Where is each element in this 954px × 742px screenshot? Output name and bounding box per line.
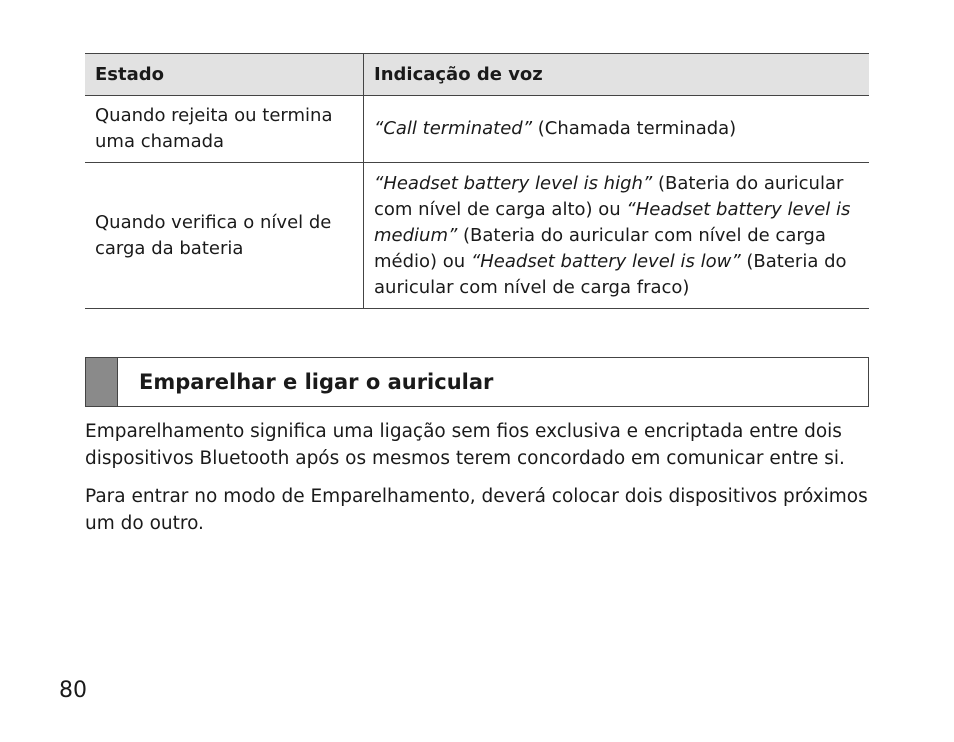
voice-translation: (Bateria do auricular com nível de carga fraco) xyxy=(374,250,847,298)
table-header-row xyxy=(85,54,869,96)
voice-cell xyxy=(364,96,870,163)
voice-phrase: “Headset battery level is low” xyxy=(470,250,741,272)
column-header-voice: Indicação de voz xyxy=(364,54,870,96)
paragraph-pairing-mode: Para entrar no modo de Emparelhamento, deverá colocar dois dispositivos próximos um do outro. xyxy=(85,486,868,534)
section-title: Emparelhar e ligar o auricular xyxy=(139,370,494,394)
voice-phrase: “Headset battery level is high” xyxy=(374,172,653,194)
voice-phrase: “Call terminated” xyxy=(374,118,533,139)
page-number: 80 xyxy=(59,678,87,703)
voice-phrase: “Headset battery level is medium” xyxy=(374,198,851,246)
table-row xyxy=(85,163,869,309)
section-heading xyxy=(85,357,869,407)
voice-cell xyxy=(364,163,870,309)
voice-translation: (Bateria do auricular com nível de carga médio) ou xyxy=(374,224,826,272)
column-header-state: Estado xyxy=(85,54,364,96)
paragraph-pairing-definition: Emparelhamento significa uma ligação sem fios exclusiva e encriptada entre dois dispositivos Bluetooth após os mesmos terem concordado em comunicar entre si. xyxy=(85,421,845,469)
state-cell: Quando verifica o nível de carga da bateria xyxy=(85,163,364,309)
state-cell: Quando rejeita ou termina uma chamada xyxy=(85,96,364,163)
voice-translation: (Bateria do auricular com nível de carga alto) ou xyxy=(374,172,844,220)
voice-indication-table xyxy=(85,53,869,309)
table-row xyxy=(85,96,869,163)
voice-translation: (Chamada terminada) xyxy=(532,118,737,139)
section-marker xyxy=(86,358,118,406)
